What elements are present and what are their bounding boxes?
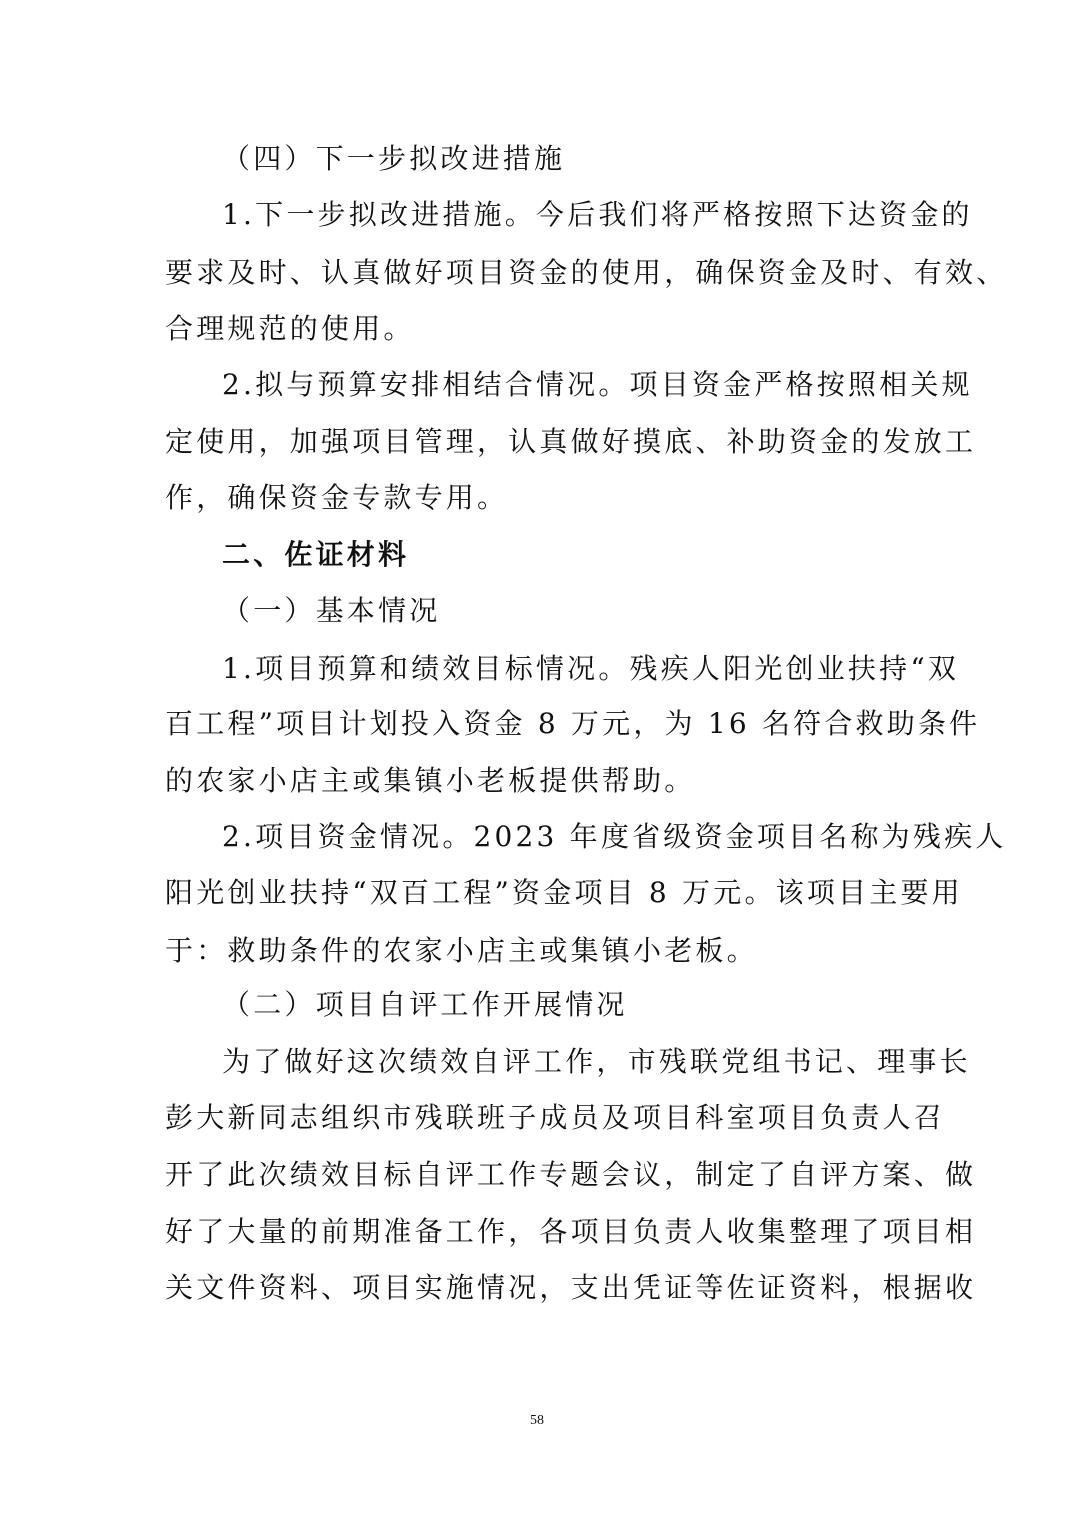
paragraph-line: 于：救助条件的农家小店主或集镇小老板。 — [165, 934, 758, 967]
paragraph-line: 好了大量的前期准备工作，各项目负责人收集整理了项目相 — [165, 1215, 977, 1248]
subsection-heading-basic: （一）基本情况 — [222, 594, 441, 627]
section-heading-next-steps: （四）下一步拟改进措施 — [222, 142, 566, 175]
page-number: 58 — [530, 1413, 544, 1428]
paragraph-line: 1.下一步拟改进措施。今后我们将严格按照下达资金的 — [222, 198, 973, 231]
paragraph-line: 定使用，加强项目管理，认真做好摸底、补助资金的发放工 — [165, 425, 977, 458]
paragraph-line: 阳光创业扶持“双百工程”资金项目 8 万元。该项目主要用 — [165, 876, 963, 909]
paragraph-line: 彭大新同志组织市残联班子成员及项目科室项目负责人召 — [165, 1101, 946, 1134]
subsection-heading-self-evaluation: （二）项目自评工作开展情况 — [222, 988, 628, 1021]
paragraph-line: 为了做好这次绩效自评工作，市残联党组书记、理事长 — [222, 1045, 971, 1078]
paragraph-line: 作，确保资金专款专用。 — [165, 481, 509, 514]
paragraph-line: 的农家小店主或集镇小老板提供帮助。 — [165, 764, 696, 797]
paragraph-line: 要求及时、认真做好项目资金的使用，确保资金及时、有效、 — [165, 256, 1008, 289]
section-heading-evidence: 二、佐证材料 — [222, 538, 410, 571]
paragraph-line: 关文件资料、项目实施情况，支出凭证等佐证资料，根据收 — [165, 1271, 977, 1304]
paragraph-line: 2.拟与预算安排相结合情况。项目资金严格按照相关规 — [222, 368, 973, 401]
paragraph-line: 1.项目预算和绩效目标情况。残疾人阳光创业扶持“双 — [222, 652, 960, 685]
paragraph-line: 2.项目资金情况。2023 年度省级资金项目名称为残疾人 — [222, 820, 1007, 853]
paragraph-line: 开了此次绩效目标自评工作专题会议，制定了自评方案、做 — [165, 1158, 977, 1191]
paragraph-line: 百工程”项目计划投入资金 8 万元，为 16 名符合救助条件 — [165, 707, 981, 740]
paragraph-line: 合理规范的使用。 — [165, 312, 415, 345]
